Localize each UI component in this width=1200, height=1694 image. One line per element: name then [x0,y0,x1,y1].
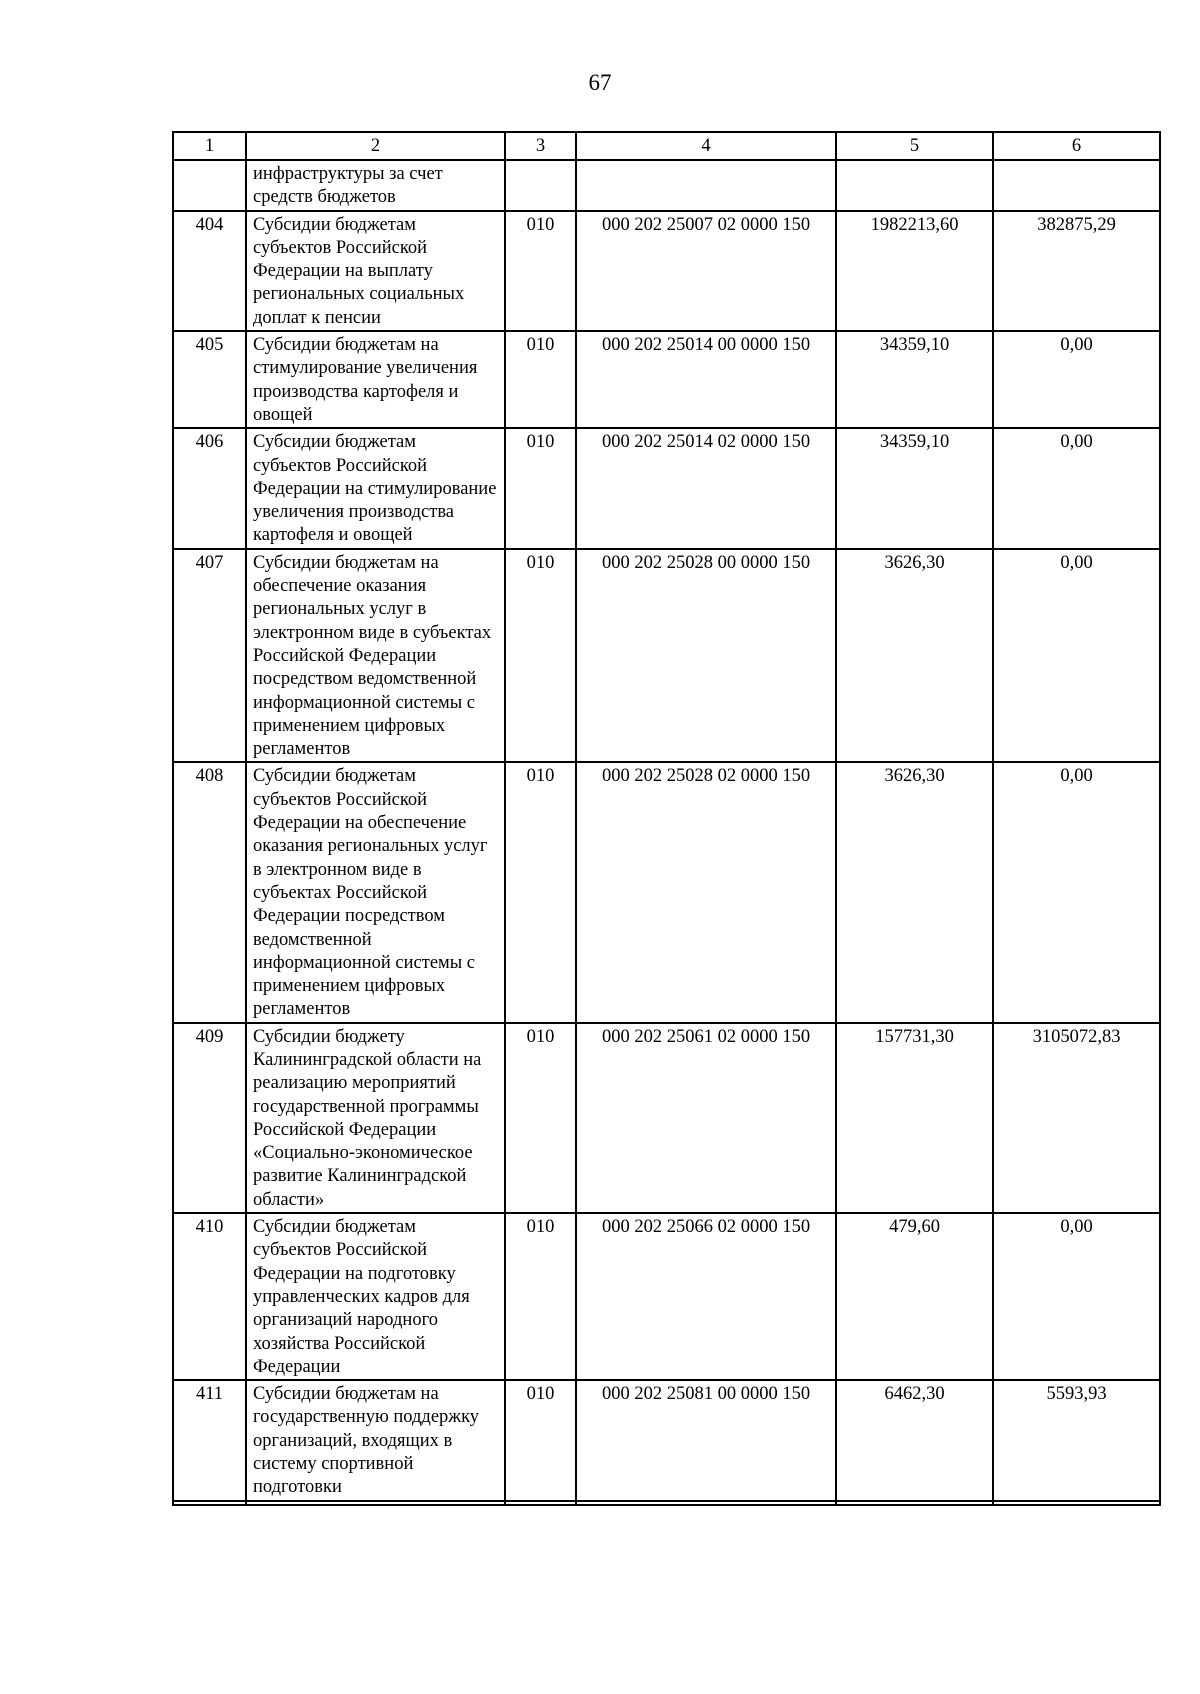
table-row [173,160,1160,211]
row-number: 404 [173,211,246,331]
row-value-6: 0,00 [993,331,1160,428]
row-budget-code: 000 202 25081 00 0000 150 [576,1380,836,1500]
column-header: 6 [993,132,1160,160]
row-value-6 [993,160,1160,211]
row-admin-code: 010 [505,762,576,1022]
row-value-5: 34359,10 [836,331,993,428]
row-value-5: 1982213,60 [836,211,993,331]
row-budget-code [576,160,836,211]
row-admin-code: 010 [505,1023,576,1213]
row-value-6: 382875,29 [993,211,1160,331]
row-value-6: 3105072,83 [993,1023,1160,1213]
row-value-6: 0,00 [993,549,1160,763]
row-value-6: 0,00 [993,1213,1160,1380]
row-description [246,1501,505,1505]
row-budget-code: 000 202 25007 02 0000 150 [576,211,836,331]
row-description: Субсидии бюджетам субъектов Российской Федерации на обеспечение оказания региональных услуг в электронном виде в субъектах Российской Федерации посредством ведомственной информационной системы с применением цифровых регламентов [246,762,505,1022]
table-row [173,211,1160,331]
row-number [173,160,246,211]
row-budget-code: 000 202 25066 02 0000 150 [576,1213,836,1380]
row-description: инфраструктуры за счет средств бюджетов [246,160,505,211]
row-number: 406 [173,428,246,548]
row-admin-code: 010 [505,1380,576,1500]
row-budget-code: 000 202 25014 02 0000 150 [576,428,836,548]
row-description: Субсидии бюджетам субъектов Российской Федерации на выплату региональных социальных доплат к пенсии [246,211,505,331]
row-description: Субсидии бюджетам на стимулирование увеличения производства картофеля и овощей [246,331,505,428]
row-admin-code: 010 [505,331,576,428]
row-number: 407 [173,549,246,763]
column-header: 2 [246,132,505,160]
row-description: Субсидии бюджетам на обеспечение оказания региональных услуг в электронном виде в субъектах Российской Федерации посредством ведомственной информационной системы с применением цифровых регламентов [246,549,505,763]
column-header: 3 [505,132,576,160]
row-budget-code [576,1501,836,1505]
row-value-5: 479,60 [836,1213,993,1380]
row-number: 410 [173,1213,246,1380]
row-number [173,1501,246,1505]
row-value-5: 34359,10 [836,428,993,548]
row-value-6: 5593,93 [993,1380,1160,1500]
row-value-5: 157731,30 [836,1023,993,1213]
row-admin-code: 010 [505,428,576,548]
column-header: 5 [836,132,993,160]
row-value-5 [836,160,993,211]
row-value-5 [836,1501,993,1505]
table-row [173,549,1160,763]
row-budget-code: 000 202 25061 02 0000 150 [576,1023,836,1213]
row-number: 408 [173,762,246,1022]
row-value-5: 3626,30 [836,762,993,1022]
row-admin-code [505,160,576,211]
row-value-5: 6462,30 [836,1380,993,1500]
row-description: Субсидии бюджетам субъектов Российской Федерации на подготовку управленческих кадров для организаций народного хозяйства Российской Федерации [246,1213,505,1380]
table-row [173,762,1160,1022]
column-header: 1 [173,132,246,160]
row-admin-code: 010 [505,1213,576,1380]
table-row [173,1023,1160,1213]
row-description: Субсидии бюджету Калининградской области на реализацию мероприятий государственной программы Российской Федерации «Социально-экономическое развитие Калининградской области» [246,1023,505,1213]
column-header: 4 [576,132,836,160]
table-row [173,1213,1160,1380]
page-number: 67 [588,70,612,95]
row-value-6: 0,00 [993,762,1160,1022]
row-budget-code: 000 202 25014 00 0000 150 [576,331,836,428]
row-admin-code: 010 [505,549,576,763]
row-value-6 [993,1501,1160,1505]
row-description: Субсидии бюджетам на государственную поддержку организаций, входящих в систему спортивной подготовки [246,1380,505,1500]
row-number: 409 [173,1023,246,1213]
row-number: 405 [173,331,246,428]
row-budget-code: 000 202 25028 02 0000 150 [576,762,836,1022]
row-number: 411 [173,1380,246,1500]
table-row [173,1501,1160,1505]
row-budget-code: 000 202 25028 00 0000 150 [576,549,836,763]
row-value-6: 0,00 [993,428,1160,548]
row-admin-code [505,1501,576,1505]
budget-table [172,131,1161,1506]
table-row [173,331,1160,428]
table-row [173,1380,1160,1500]
row-description: Субсидии бюджетам субъектов Российской Федерации на стимулирование увеличения производства картофеля и овощей [246,428,505,548]
table-row [173,428,1160,548]
table-header-row [173,132,1160,160]
row-value-5: 3626,30 [836,549,993,763]
row-admin-code: 010 [505,211,576,331]
